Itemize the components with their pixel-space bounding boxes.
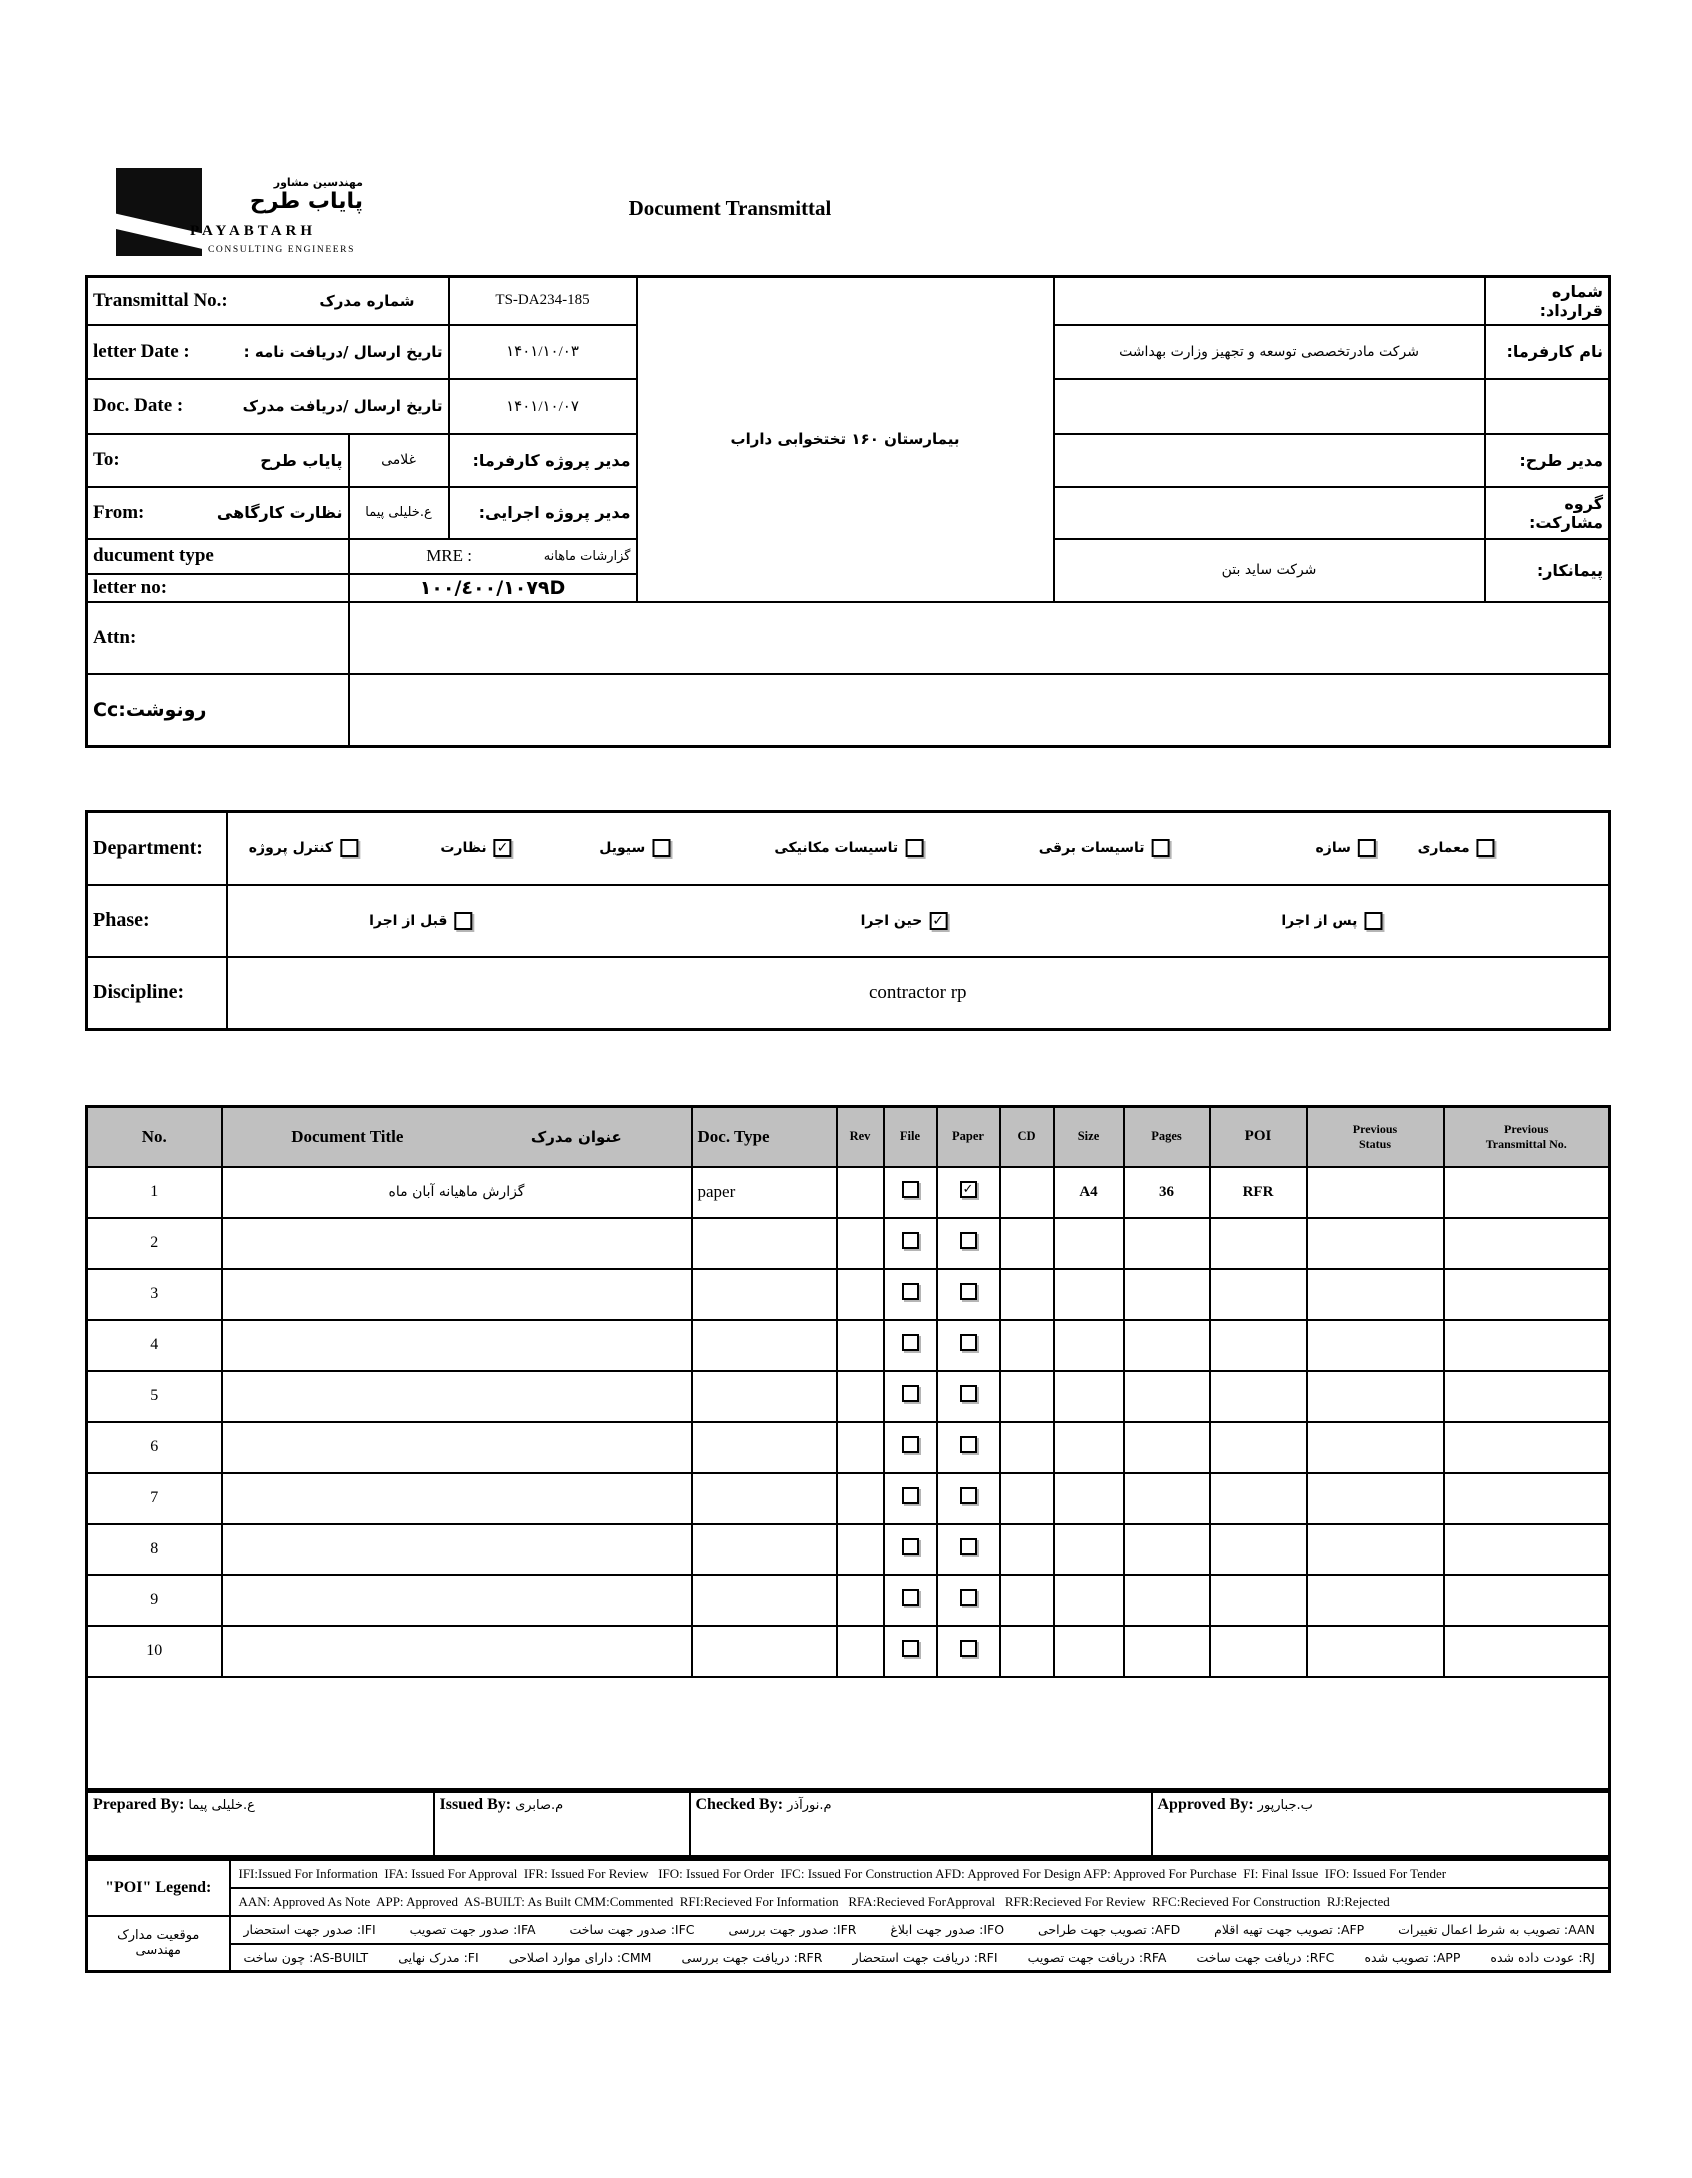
col-header-size: Size <box>1054 1107 1124 1167</box>
table-row: 10 <box>87 1626 1610 1677</box>
dept-option-electrical: تاسیسات برقی <box>1039 839 1170 857</box>
col-header-prev-status: Previous Status <box>1307 1107 1444 1167</box>
doc-date-value: ۱۴۰۱/۱۰/۰۷ <box>449 379 637 434</box>
col-header-rev: Rev <box>837 1107 884 1167</box>
transmittal-info-table <box>85 275 1611 748</box>
transmittal-no-label-cell <box>87 277 449 325</box>
col-header-no: No. <box>87 1107 222 1167</box>
phase-checkbox-before-execution[interactable] <box>454 912 472 930</box>
letter-date-label-fa: تاریخ ارسال /دریافت نامه : <box>243 342 443 361</box>
file-checkbox[interactable] <box>902 1283 919 1300</box>
file-checkbox[interactable] <box>902 1181 919 1198</box>
file-checkbox[interactable] <box>902 1487 919 1504</box>
checked-by-label: Checked By: <box>695 1796 784 1813</box>
letter-date-label-en: letter Date : <box>93 340 190 362</box>
from-cell <box>87 487 349 539</box>
letter-no-label: letter no: <box>87 574 349 602</box>
transmittal-no-value: TS-DA234-185 <box>449 277 637 325</box>
phase-option-during-execution: حین اجرا ✓ <box>861 912 948 930</box>
file-checkbox[interactable] <box>902 1334 919 1351</box>
approved-by-cell <box>1152 1792 1610 1857</box>
dept-option-project-control: کنترل پروژه <box>249 839 358 857</box>
phase-options <box>227 885 1610 957</box>
dept-checkbox-project-control[interactable] <box>340 839 358 857</box>
empty-cell <box>1054 379 1485 434</box>
approved-by-name: ب.جبارپور <box>1257 1798 1313 1813</box>
doc-type-fa: گزارشات ماهانه <box>543 548 631 564</box>
paper-checkbox[interactable] <box>960 1538 977 1555</box>
letter-no-value: ١٠٠/٤٠٠/١٠٧٩D <box>349 574 637 602</box>
paper-checkbox[interactable] <box>960 1436 977 1453</box>
letter-date-value: ۱۴۰۱/۱۰/۰۳ <box>449 325 637 379</box>
jv-value <box>1054 487 1485 539</box>
design-manager-value <box>1054 434 1485 487</box>
client-name-value: شرکت مادرتخصصی توسعه و تجهیز وزارت بهداشت <box>1054 325 1485 379</box>
logo-company-subtitle: CONSULTING ENGINEERS <box>208 245 355 255</box>
doc-title: گزارش ماهیانه آبان ماه <box>222 1167 692 1218</box>
paper-checkbox-cell <box>937 1167 1000 1218</box>
signature-table <box>85 1790 1611 1858</box>
logo-company-name: PAYABTARH <box>190 223 317 239</box>
exec-pm-label: مدیر پروژه اجرایی: <box>449 487 637 539</box>
client-pm-name: غلامی <box>349 434 449 487</box>
to-value: پایاب طرح <box>260 450 343 470</box>
design-manager-label: مدیر طرح: <box>1485 434 1610 487</box>
file-checkbox-cell <box>884 1167 937 1218</box>
doc-type-label: ducument type <box>87 539 349 574</box>
department-options <box>227 812 1610 885</box>
file-checkbox[interactable] <box>902 1640 919 1657</box>
contractor-label: پیمانکار: <box>1485 539 1610 602</box>
col-header-prev-transmittal: Previous Transmittal No. <box>1444 1107 1610 1167</box>
doc-pages: 36 <box>1124 1167 1210 1218</box>
col-header-pages: Pages <box>1124 1107 1210 1167</box>
doc-size: A4 <box>1054 1167 1124 1218</box>
dept-checkbox-mechanical[interactable] <box>905 839 923 857</box>
contract-no-value <box>1054 277 1485 325</box>
logo-mark-icon <box>116 168 202 256</box>
table-row: 7 <box>87 1473 1610 1524</box>
dept-option-civil: سیویل <box>599 839 670 857</box>
col-header-paper: Paper <box>937 1107 1000 1167</box>
logo-fa-name: پایاب طرح <box>249 189 363 214</box>
paper-checkbox[interactable] <box>960 1385 977 1402</box>
letter-date-label-cell <box>87 325 449 379</box>
doc-type: paper <box>692 1167 837 1218</box>
contract-no-label: شماره قرارداد: <box>1485 277 1610 325</box>
dept-option-mechanical: تاسیسات مکانیکی <box>774 839 923 857</box>
table-row: 1 گزارش ماهیانه آبان ماه paper ✓ A4 36 RFR <box>87 1167 1610 1218</box>
issued-by-label: Issued By: <box>439 1796 512 1813</box>
dept-checkbox-civil[interactable] <box>652 839 670 857</box>
col-header-poi: POI <box>1210 1107 1307 1167</box>
doc-date-label-fa: تاریخ ارسال /دریافت مدرک <box>242 397 443 415</box>
table-row: 8 <box>87 1524 1610 1575</box>
discipline-value: contractor rp <box>227 957 1610 1030</box>
legend-fa-row2: AS-BUILT: چون ساخت FI: مدرک نهایی CMM: دارای موارد اصلاحی RFR: دریافت جهت بررسی RFI: دریافت جهت استحضار RFA: دریافت جهت تصویب RFC: دریافت جهت ساخت APP: تصویب شده RJ: عودت داده شده <box>230 1944 1610 1972</box>
to-cell <box>87 434 349 487</box>
paper-checkbox[interactable] <box>960 1283 977 1300</box>
from-value: نظارت کارگاهی <box>216 503 343 522</box>
legend-en-row2: AAN: Approved As Note APP: Approved AS-BUILT: As Built CMM:Commented RFI:Recieved For Information RFA:Recieved ForApproval RFR:Recieved For Review RFC:Recieved For Construction RJ:Rejected <box>230 1888 1610 1916</box>
col-header-title: Document Title عنوان مدرک <box>222 1107 692 1167</box>
phase-label: Phase: <box>87 885 227 957</box>
dept-checkbox-architecture[interactable] <box>1477 839 1495 857</box>
prepared-by-name: ع.خلیلی پیما <box>188 1798 255 1813</box>
paper-checkbox[interactable] <box>960 1589 977 1606</box>
legend-fa-label: موقعیت مدارک مهندسی <box>87 1916 230 1972</box>
legend-fa-row1: IFI: صدور جهت استحضار IFA: صدور جهت تصویب IFC: صدور جهت ساخت IFR: صدور جهت بررسی IFO: صدور جهت ابلاغ AFD: تصویب جهت طراحی AFP: تصویب جهت تهیه اقلام AAN: تصویب به شرط اعمال تغییرات <box>230 1916 1610 1944</box>
dept-option-architecture: معماری <box>1418 839 1495 857</box>
empty-label-cell <box>1485 379 1610 434</box>
remarks-empty-cell <box>87 1677 1610 1790</box>
doc-date-label-en: Doc. Date : <box>93 395 184 416</box>
file-checkbox[interactable] <box>902 1589 919 1606</box>
client-name-label: نام کارفرما: <box>1485 325 1610 379</box>
discipline-label: Discipline: <box>87 957 227 1030</box>
poi-legend-table <box>85 1858 1611 1973</box>
col-header-doc-type: Doc. Type <box>692 1107 837 1167</box>
paper-checkbox[interactable] <box>960 1640 977 1657</box>
cc-value <box>349 674 1610 747</box>
file-checkbox[interactable] <box>902 1385 919 1402</box>
prepared-by-cell <box>87 1792 434 1857</box>
col-header-file: File <box>884 1107 937 1167</box>
prepared-by-label: Prepared By: <box>93 1796 185 1813</box>
file-checkbox[interactable] <box>902 1538 919 1555</box>
table-row: 4 <box>87 1320 1610 1371</box>
doc-type-value-cell <box>349 539 637 574</box>
file-checkbox[interactable] <box>902 1436 919 1453</box>
phase-option-after-execution: پس از اجرا <box>1281 912 1382 930</box>
issued-by-cell <box>434 1792 690 1857</box>
phase-checkbox-during-execution[interactable] <box>929 912 947 930</box>
logo-fa-tagline: مهندسین مشاور <box>273 176 363 189</box>
doc-date-label-cell <box>87 379 449 434</box>
attn-label: Attn: <box>87 602 349 674</box>
transmittal-no-label-en: Transmittal No.: <box>93 289 228 311</box>
col-header-cd: CD <box>1000 1107 1054 1167</box>
checked-by-cell <box>690 1792 1152 1857</box>
table-row: 5 <box>87 1371 1610 1422</box>
checked-by-name: م.نورآذر <box>787 1798 832 1813</box>
project-name: بیمارستان ۱۶۰ تختخوابی داراب <box>637 277 1054 602</box>
page-title: Document Transmittal <box>628 196 832 220</box>
company-logo <box>108 160 408 265</box>
contractor-value: شرکت ساید بتن <box>1054 539 1485 602</box>
file-checkbox[interactable] <box>902 1232 919 1249</box>
legend-en-row1: IFI:Issued For Information IFA: Issued For Approval IFR: Issued For Review IFO: Issued For Order IFC: Issued For Construction AFD: Approved For Design AFP: Approved For Purchase FI: Final Issue IFO: Issued For Tender <box>230 1860 1610 1888</box>
to-label: To: <box>93 449 120 470</box>
cc-label: رونوشت:Cc <box>87 674 349 747</box>
paper-checkbox[interactable] <box>960 1334 977 1351</box>
issued-by-name: م.صابری <box>515 1798 564 1813</box>
doc-type-code: MRE : <box>426 546 472 565</box>
dept-checkbox-structure[interactable] <box>1358 839 1376 857</box>
poi-legend-label: "POI" Legend: <box>87 1860 230 1916</box>
dept-option-supervision: نظارت ✓ <box>440 839 511 857</box>
attn-value <box>349 602 1610 674</box>
dept-checkbox-electrical[interactable] <box>1151 839 1169 857</box>
dept-option-structure: سازه <box>1316 839 1376 857</box>
transmittal-no-label-fa: شماره مدرک <box>319 291 415 310</box>
phase-checkbox-after-execution[interactable] <box>1364 912 1382 930</box>
jv-label: گروه مشارکت: <box>1485 487 1610 539</box>
exec-pm-name: ع.خلیلی پیما <box>349 487 449 539</box>
paper-checkbox[interactable] <box>960 1487 977 1504</box>
paper-checkbox[interactable] <box>960 1232 977 1249</box>
table-row: 3 <box>87 1269 1610 1320</box>
client-pm-label: مدیر پروژه کارفرما: <box>449 434 637 487</box>
approved-by-label: Approved By: <box>1157 1796 1254 1813</box>
table-row: 2 <box>87 1218 1610 1269</box>
classification-table <box>85 810 1611 1031</box>
dept-checkbox-supervision[interactable] <box>494 839 512 857</box>
paper-checkbox[interactable] <box>960 1181 977 1198</box>
department-label: Department: <box>87 812 227 885</box>
doc-poi: RFR <box>1210 1167 1307 1218</box>
phase-option-before-execution: قبل از اجرا <box>369 912 472 930</box>
from-label: From: <box>93 501 145 523</box>
table-row: 6 <box>87 1422 1610 1473</box>
document-list-table <box>85 1105 1611 1791</box>
table-row: 9 <box>87 1575 1610 1626</box>
